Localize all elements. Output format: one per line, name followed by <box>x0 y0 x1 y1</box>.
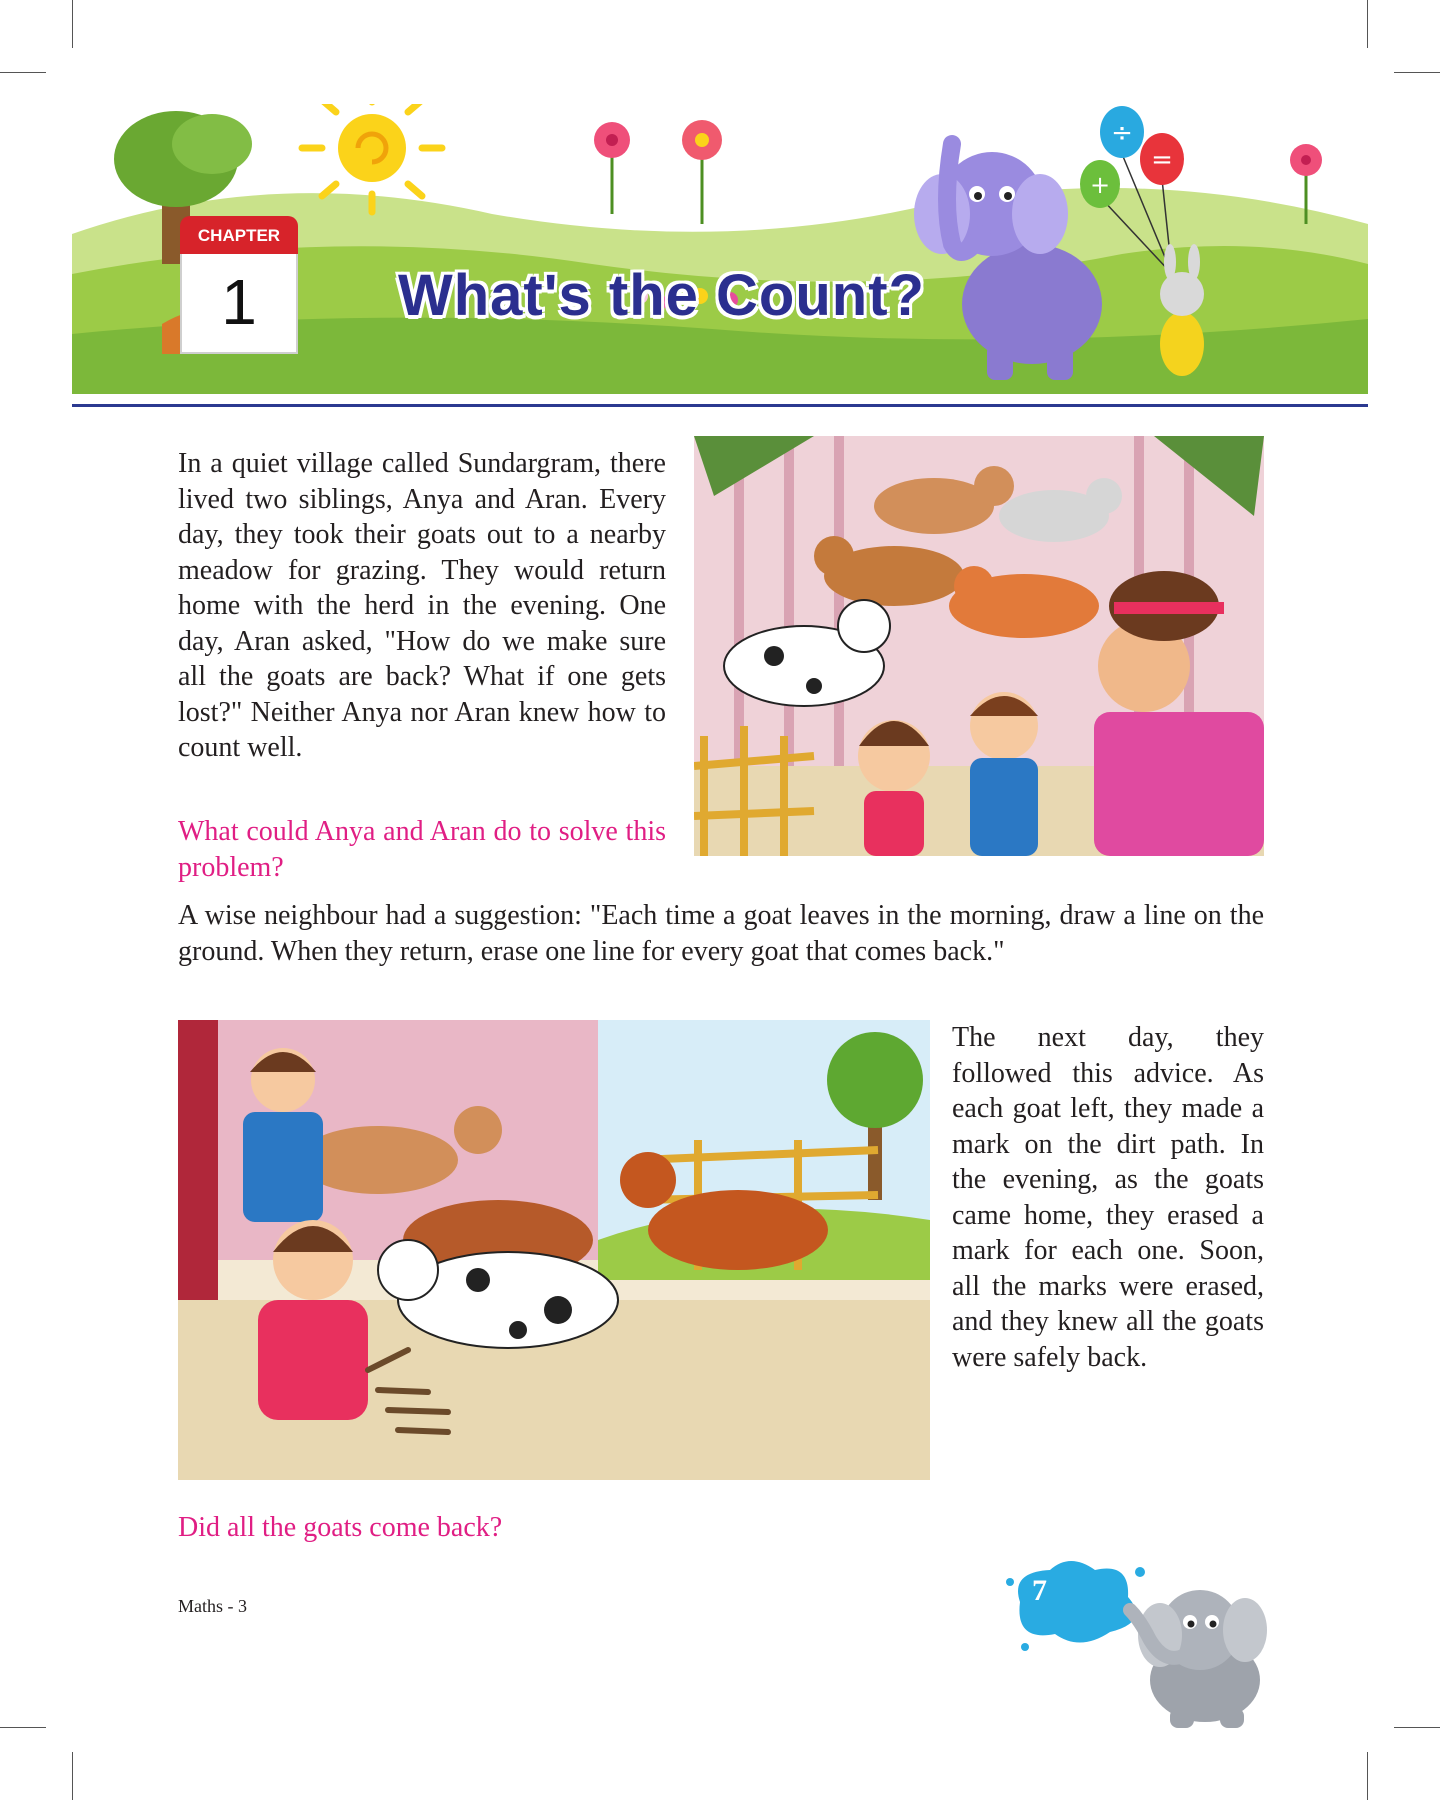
counting-marks-illustration <box>178 1020 930 1480</box>
crop-mark <box>0 72 46 73</box>
question-paragraph: What could Anya and Aran do to solve this problem? <box>178 816 666 883</box>
crop-mark <box>72 0 73 48</box>
crop-mark <box>1394 1727 1440 1728</box>
chapter-tag <box>180 216 298 364</box>
svg-text:=: = <box>1151 145 1173 175</box>
crop-mark <box>72 1752 73 1800</box>
crop-mark <box>0 1727 46 1728</box>
boy-icon <box>970 692 1038 856</box>
boy-icon <box>243 1048 323 1222</box>
girl-icon <box>258 1220 368 1420</box>
chapter-number: 1 <box>180 254 298 354</box>
crop-mark <box>1394 72 1440 73</box>
svg-text:÷: ÷ <box>1111 118 1133 148</box>
header-divider <box>72 404 1368 407</box>
book-label: Maths - 3 <box>178 1596 247 1616</box>
page-number: 7 <box>1032 1574 1047 1607</box>
chapter-title: What's the Count? <box>398 263 925 328</box>
closing-question: Did all the goats come back? <box>178 1512 503 1543</box>
goats-shed-illustration <box>694 436 1264 856</box>
crop-mark <box>1367 1752 1368 1800</box>
suggestion-paragraph: A wise neighbour had a suggestion: "Each time a goat leaves in the morning, draw a line on the ground. When they return, erase one line for every goat that comes back." <box>178 900 1264 967</box>
elephant-mascot-icon <box>1110 1570 1280 1730</box>
crop-mark <box>1367 0 1368 48</box>
next-day-paragraph: The next day, they followed this advice. As each goat left, they made a mark on the dirt path. In the evening, as the goats came home, they erased a mark for each one. Soon, all the marks were erased, and they knew all the goats were safely back. <box>952 1022 1264 1373</box>
svg-text:+: + <box>1089 171 1111 199</box>
chapter-label: CHAPTER <box>180 216 298 254</box>
intro-paragraph: In a quiet village called Sundargram, there lived two siblings, Anya and Aran. Every day, they took their goats out to a nearby meadow for grazing. They would return home with the herd in the evening. One day, Aran asked, "How do we make sure all the goats are back? What if one gets lost?" Neither Anya nor Aran knew how to count well. <box>178 448 666 763</box>
